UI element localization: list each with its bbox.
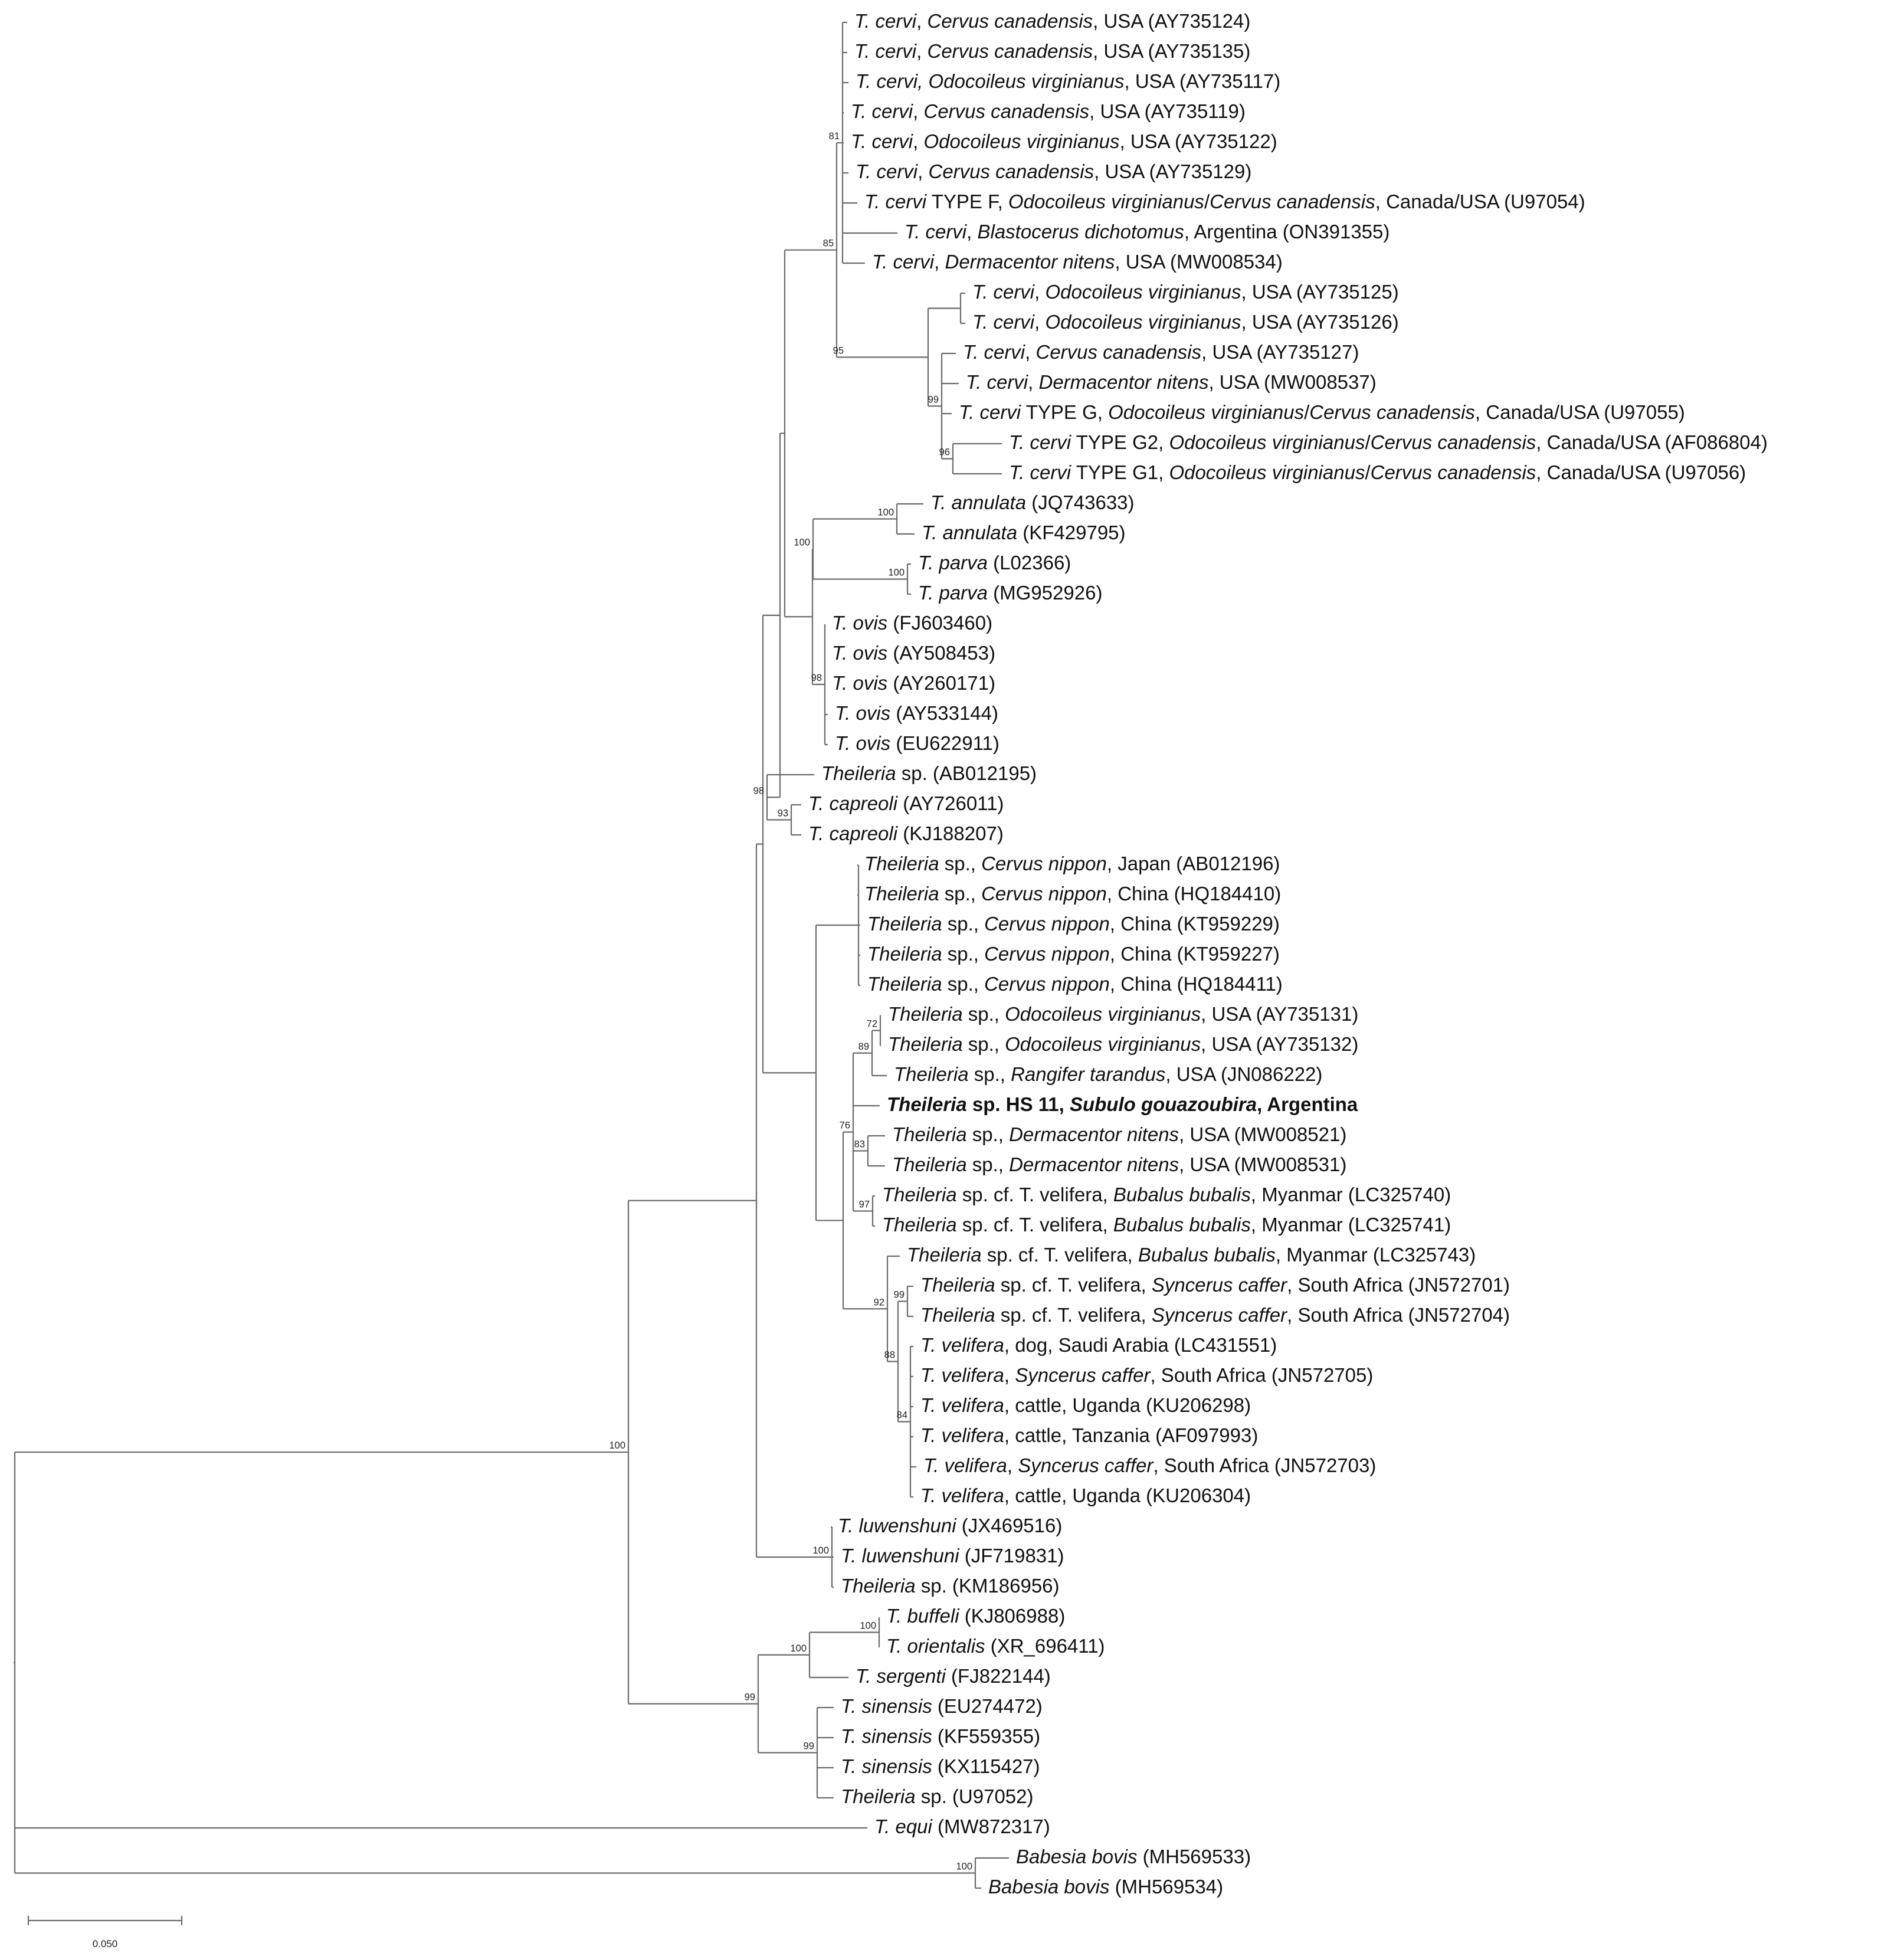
taxon-label: T. ovis (FJ603460) bbox=[832, 611, 993, 634]
taxon-label: T. equi (MW872317) bbox=[874, 1815, 1050, 1837]
taxon-label: Babesia bovis (MH569533) bbox=[1016, 1845, 1251, 1867]
taxon-label: Theileria sp. (KM186956) bbox=[841, 1574, 1060, 1597]
support-value: 98 bbox=[753, 785, 764, 797]
support-value: 99 bbox=[893, 1289, 905, 1300]
taxon-label: Theileria sp., Dermacentor nitens, USA (MW008521) bbox=[892, 1123, 1347, 1145]
taxon-label: Theileria sp., Cervus nippon, China (HQ184410) bbox=[864, 882, 1282, 905]
taxon-label: T. velifera, Syncerus caffer, South Africa (JN572703) bbox=[923, 1454, 1377, 1476]
taxon-label: T. sinensis (KF559355) bbox=[841, 1725, 1041, 1747]
taxon-label: T. parva (MG952926) bbox=[918, 581, 1103, 604]
support-value: 84 bbox=[896, 1410, 907, 1421]
support-value: 81 bbox=[828, 131, 840, 142]
support-value: 93 bbox=[777, 808, 788, 819]
support-value: 99 bbox=[928, 394, 939, 405]
taxon-label: T. cervi TYPE G2, Odocoileus virginianus/Cervus canadensis, Canada/USA (AF086804) bbox=[1009, 431, 1768, 453]
taxon-label: T. parva (L02366) bbox=[918, 551, 1071, 574]
support-value: 76 bbox=[839, 1120, 850, 1131]
taxon-label: T. cervi, Dermacentor nitens, USA (MW008537) bbox=[966, 371, 1377, 393]
support-value: 88 bbox=[884, 1349, 895, 1361]
support-value: 100 bbox=[609, 1440, 625, 1451]
support-value: 96 bbox=[939, 447, 950, 458]
taxon-label: Babesia bovis (MH569534) bbox=[988, 1875, 1224, 1898]
taxon-label: T. ovis (EU622911) bbox=[835, 732, 999, 754]
taxon-label: T. cervi, Odocoileus virginianus, USA (AY735126) bbox=[972, 310, 1399, 333]
support-value: 100 bbox=[877, 507, 894, 518]
taxon-label: T. orientalis (XR_696411) bbox=[886, 1634, 1105, 1657]
taxon-label: Theileria sp., Cervus nippon, China (HQ184411) bbox=[867, 972, 1283, 995]
support-value: 100 bbox=[888, 567, 905, 578]
taxon-label: T. cervi, Blastocerus dichotomus, Argentina (ON391355) bbox=[905, 220, 1390, 243]
support-value: 100 bbox=[790, 1643, 807, 1654]
taxon-label: Theileria sp. (U97052) bbox=[841, 1785, 1034, 1807]
taxon-label: T. cervi TYPE G1, Odocoileus virginianus/Cervus canadensis, Canada/USA (U97056) bbox=[1009, 461, 1746, 483]
taxon-label: Theileria sp. cf. T. velifera, Bubalus bubalis, Myanmar (LC325740) bbox=[882, 1183, 1451, 1205]
support-value: 99 bbox=[803, 1741, 814, 1752]
taxon-label: T. velifera, cattle, Uganda (KU206298) bbox=[920, 1394, 1251, 1416]
taxon-label: Theileria sp. (AB012195) bbox=[821, 762, 1037, 784]
taxon-label: T. cervi, Odocoileus virginianus, USA (AY735117) bbox=[856, 70, 1281, 92]
support-value: 89 bbox=[858, 1041, 869, 1052]
taxon-label: Theileria sp. cf. T. velifera, Syncerus caffer, South Africa (JN572704) bbox=[920, 1303, 1510, 1326]
taxon-label: T. sinensis (EU274472) bbox=[841, 1695, 1043, 1717]
taxon-label: T. capreoli (AY726011) bbox=[808, 792, 1004, 814]
taxon-label: T. buffeli (KJ806988) bbox=[886, 1604, 1066, 1627]
taxon-label: T. velifera, cattle, Uganda (KU206304) bbox=[920, 1484, 1251, 1506]
taxon-label: Theileria sp., Rangifer tarandus, USA (JN086222) bbox=[894, 1063, 1323, 1085]
support-value: 85 bbox=[822, 238, 834, 249]
taxon-label: T. velifera, Syncerus caffer, South Africa (JN572705) bbox=[920, 1364, 1374, 1386]
taxon-label: T. cervi, Cervus canadensis, USA (AY735129) bbox=[856, 160, 1252, 182]
taxon-label: T. capreoli (KJ188207) bbox=[808, 822, 1004, 844]
support-value: 83 bbox=[854, 1139, 865, 1150]
taxon-label: T. velifera, cattle, Tanzania (AF097993) bbox=[920, 1424, 1259, 1446]
support-value: 92 bbox=[873, 1297, 884, 1308]
taxon-label: T. cervi, Cervus canadensis, USA (AY735135) bbox=[854, 40, 1251, 62]
support-value: 100 bbox=[794, 537, 810, 548]
taxon-label: T. annulata (JQ743633) bbox=[930, 491, 1135, 513]
support-value: 100 bbox=[812, 1545, 829, 1556]
scale-bar bbox=[28, 1916, 182, 1949]
tree-branches bbox=[14, 22, 1009, 1888]
taxon-label: T. cervi, Odocoileus virginianus, USA (AY735122) bbox=[851, 130, 1277, 152]
taxon-label: Theileria sp., Odocoileus virginianus, USA (AY735132) bbox=[888, 1033, 1359, 1055]
taxon-label: Theileria sp. cf. T. velifera, Bubalus bubalis, Myanmar (LC325743) bbox=[907, 1243, 1476, 1266]
taxon-label: T. luwenshuni (JF719831) bbox=[841, 1544, 1064, 1567]
taxon-label: Theileria sp., Odocoileus virginianus, USA (AY735131) bbox=[888, 1002, 1359, 1025]
support-value: 100 bbox=[956, 1861, 972, 1872]
taxon-label: Theileria sp., Dermacentor nitens, USA (MW008531) bbox=[892, 1153, 1347, 1175]
taxon-label: T. cervi, Cervus canadensis, USA (AY735124) bbox=[854, 9, 1251, 32]
taxon-label: Theileria sp. cf. T. velifera, Syncerus caffer, South Africa (JN572701) bbox=[920, 1273, 1510, 1296]
support-value: 99 bbox=[744, 1692, 755, 1703]
taxon-label: T. cervi TYPE G, Odocoileus virginianus/Cervus canadensis, Canada/USA (U97055) bbox=[959, 401, 1685, 423]
taxon-label: T. ovis (AY260171) bbox=[832, 671, 995, 694]
taxon-label: T. cervi, Cervus canadensis, USA (AY735127) bbox=[963, 340, 1359, 363]
support-value: 72 bbox=[866, 1018, 877, 1030]
support-value: 95 bbox=[833, 345, 844, 356]
taxon-label: Theileria sp., Cervus nippon, China (KT959229) bbox=[867, 912, 1280, 935]
taxon-label: T. cervi TYPE F, Odocoileus virginianus/Cervus canadensis, Canada/USA (U97054) bbox=[864, 190, 1585, 212]
taxon-label: T. cervi, Odocoileus virginianus, USA (AY735125) bbox=[972, 280, 1399, 303]
taxon-label: T. cervi, Cervus canadensis, USA (AY735119) bbox=[851, 100, 1246, 122]
support-value: 97 bbox=[858, 1199, 870, 1210]
taxon-label: T. sinensis (KX115427) bbox=[841, 1755, 1040, 1777]
taxon-label: Theileria sp., Cervus nippon, Japan (AB012196) bbox=[864, 852, 1280, 874]
taxon-label: T. annulata (KF429795) bbox=[922, 521, 1126, 543]
taxon-label: T. velifera, dog, Saudi Arabia (LC431551) bbox=[920, 1333, 1277, 1356]
taxon-label: T. ovis (AY508453) bbox=[832, 641, 995, 664]
support-value: 98 bbox=[811, 673, 822, 683]
support-value: 100 bbox=[860, 1620, 876, 1631]
taxon-label: Theileria sp., Cervus nippon, China (KT959227) bbox=[867, 942, 1280, 965]
taxon-label: T. ovis (AY533144) bbox=[835, 702, 998, 724]
scale-bar-label: 0.050 bbox=[92, 1938, 118, 1949]
taxon-label: Theileria sp. cf. T. velifera, Bubalus bubalis, Myanmar (LC325741) bbox=[882, 1213, 1451, 1236]
taxon-label: Theileria sp. HS 11, Subulo gouazoubira, Argentina bbox=[887, 1093, 1358, 1115]
taxon-label: T. sergenti (FJ822144) bbox=[856, 1664, 1051, 1687]
taxon-label: T. cervi, Dermacentor nitens, USA (MW008534) bbox=[872, 250, 1283, 273]
taxon-label: T. luwenshuni (JX469516) bbox=[838, 1514, 1063, 1536]
taxon-labels bbox=[808, 10, 1768, 1898]
